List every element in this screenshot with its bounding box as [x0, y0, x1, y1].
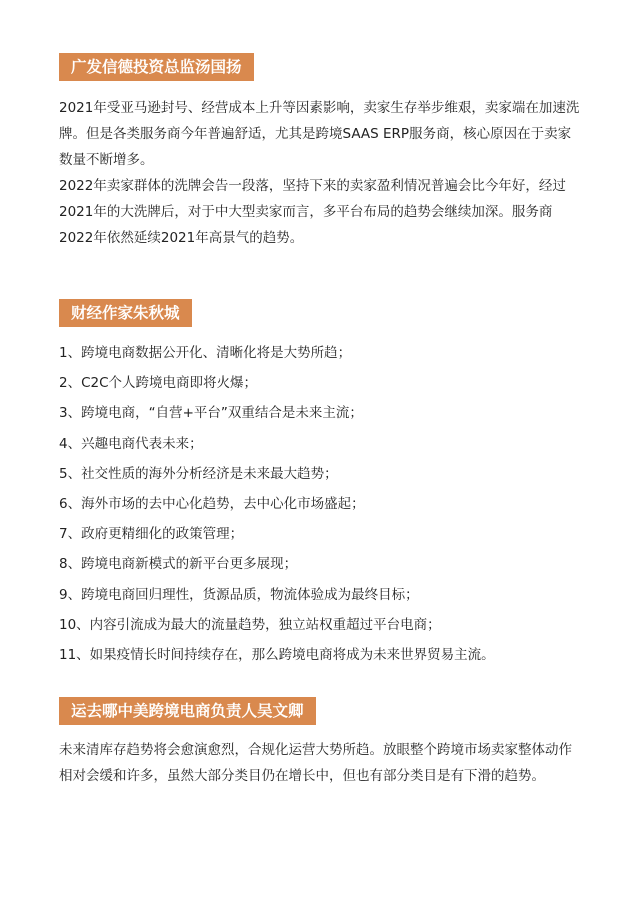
guangfa-paragraph-1: 2021年受亚马逊封号、经营成本上升等因素影响，卖家生存举步维艰，卖家端在加速洗牌。但是各类服务商今年普遍舒适，尤其是跨境SAAS ERP服务商，核心原因在于卖家数量不断增多。 [59, 100, 580, 168]
list-item: 10、内容引流成为最大的流量趋势，独立站权重超过平台电商； [59, 616, 441, 633]
section-heading-zhuqiucheng: 财经作家朱秋城 [59, 299, 192, 327]
list-item: 11、如果疫情长时间持续存在，那么跨境电商将成为未来世界贸易主流。 [59, 646, 495, 663]
guangfa-paragraph-2: 2022年卖家群体的洗牌会告一段落，坚持下来的卖家盈利情况普遍会比今年好，经过2021年的大洗牌后，对于中大型卖家而言，多平台布局的趋势会继续加深。服务商2022年依然延续2021年高景气的趋势。 [59, 178, 566, 246]
list-item: 1、跨境电商数据公开化、清晰化将是大势所趋； [59, 345, 352, 361]
list-item: 4、兴趣电商代表未来； [59, 435, 203, 452]
list-item: 7、政府更精细化的政策管理； [59, 526, 244, 543]
trend-list [59, 338, 599, 670]
list-item: 6、海外市场的去中心化趋势，去中心化市场盛起； [59, 495, 365, 512]
list-item: 8、跨境电商新模式的新平台更多展现； [59, 556, 298, 573]
list-item: 9、跨境电商回归理性，货源品质，物流体验成为最终目标； [59, 586, 419, 603]
list-item: 5、社交性质的海外分析经济是未来最大趋势； [59, 465, 338, 482]
section-heading-guangfa: 广发信德投资总监汤国扬 [59, 53, 254, 81]
yunquna-paragraph: 未来清库存趋势将会愈演愈烈，合规化运营大势所趋。放眼整个跨境市场卖家整体动作相对会缓和许多，虽然大部分类目仍在增长中，但也有部分类目是有下滑的趋势。 [59, 742, 572, 784]
list-item: 3、跨境电商，“自营+平台”双重结合是未来主流； [59, 405, 363, 422]
list-item: 2、C2C个人跨境电商即将火爆； [59, 375, 258, 392]
section-heading-yunquna: 运去哪中美跨境电商负责人吴文卿 [59, 697, 316, 725]
